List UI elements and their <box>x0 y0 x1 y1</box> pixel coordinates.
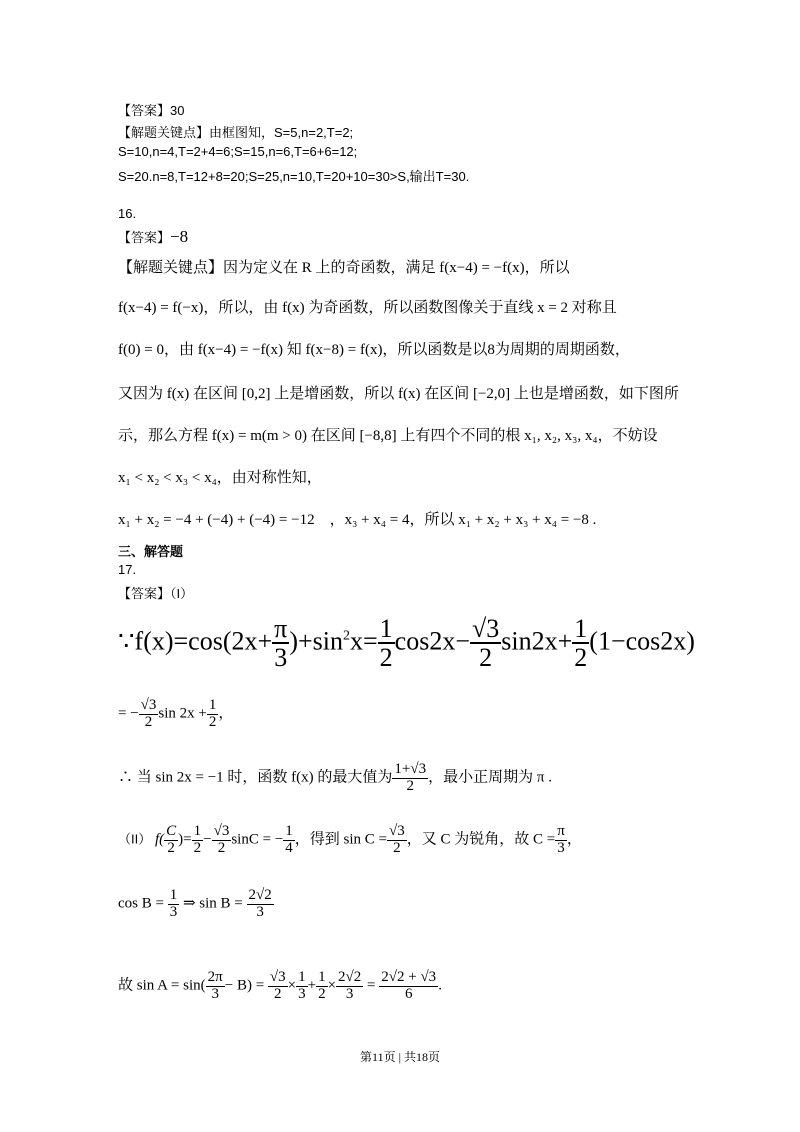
q17-cosB <box>118 888 274 921</box>
p2-end: ， <box>566 831 582 848</box>
p2-half-num: 1 <box>193 823 202 839</box>
q16-answer-label: 【答案】 <box>118 230 171 245</box>
q16-key-label: 【解题关键点】 <box>118 260 224 276</box>
eq1-half-den: 2 <box>379 643 393 673</box>
eq1-sin2x: sin2x+ <box>501 626 573 656</box>
p2-C-den: 3 <box>557 839 565 856</box>
sinA-frac-2pi3 <box>206 970 225 1003</box>
sinA-third-num: 1 <box>298 969 306 985</box>
q16-answer <box>118 227 188 247</box>
eq2-eq: = − <box>118 705 139 722</box>
sinA-2pi-num: 2π <box>207 969 223 985</box>
eq2-end: ， <box>218 705 234 722</box>
p2-acute: ，又 C 为锐角，故 C = <box>406 831 556 848</box>
q15-key-line1 <box>118 122 353 141</box>
sinA-frac-root3 <box>268 970 288 1003</box>
eq2-half-num: 1 <box>208 697 217 713</box>
p2-get: ，得到 sin C = <box>294 831 388 848</box>
sinA-frac-2r2 <box>336 970 363 1003</box>
eq2-frac-half <box>207 698 219 731</box>
q17-part2 <box>118 824 582 857</box>
cosB-frac <box>168 888 180 921</box>
eq1-mid: )+sin <box>289 626 343 656</box>
sinA-final-den: 6 <box>404 985 413 1002</box>
p2-f: f( <box>154 831 165 848</box>
sinA-r3-den: 2 <box>274 985 282 1002</box>
cosB-imp: ⇒ sin B = <box>182 895 243 912</box>
q15-key-label: 【解题关键点】 <box>118 125 210 140</box>
sinA-2pi-den: 3 <box>211 985 219 1002</box>
eq1-tail: (1−cos2x) <box>589 626 695 656</box>
q16-line7: x₁ + x₂ = −4 + (−4) + (−4) = −12 ，x₃ + x₄ = 4，所以 x₁ + x₂ + x₃ + x₄ = −8 . <box>118 512 597 528</box>
page-footer: 第11页 | 共18页 <box>360 1050 440 1064</box>
p2-frac-c2 <box>164 824 178 857</box>
p2-C-num: π <box>557 823 565 839</box>
sinA-final <box>379 970 438 1003</box>
q16-line6: x₁ < x₂ < x₃ < x₄，由对称性知， <box>118 470 322 486</box>
sinA-times2: × <box>327 977 337 994</box>
q17-eq1 <box>118 615 695 672</box>
max-den: 2 <box>406 777 415 794</box>
eq1-x: x= <box>349 626 378 656</box>
sinB-frac <box>247 888 274 921</box>
eq1-half-b-num: 1 <box>574 614 588 643</box>
p2-frac-sinC <box>387 824 407 857</box>
eq2-root3-den: 2 <box>144 713 153 730</box>
p2-frac-quarter <box>283 824 295 857</box>
cosB-den: 3 <box>169 903 178 920</box>
q16-number: 16. <box>118 206 137 221</box>
q17-answer-label: 【答案】（I） <box>118 586 194 601</box>
p2-sinC-num: √3 <box>389 823 405 839</box>
sinA-half-den: 2 <box>318 985 326 1002</box>
eq1-three: 3 <box>274 643 288 673</box>
q16-line2: f(x−4) = f(−x)，所以，由 f(x) 为奇函数，所以函数图像关于直线 x = 2 对称且 <box>118 300 617 316</box>
q16-line1 <box>118 256 570 277</box>
max-frac <box>392 762 428 795</box>
p2-half-den: 2 <box>193 839 202 856</box>
q16-answer-value: −8 <box>170 227 189 246</box>
q15-line2: S=10,n=4,T=2+4=6;S=15,n=6,T=6+6=12; <box>118 144 358 159</box>
eq1-frac-pi3 <box>272 615 289 672</box>
q17-max-line <box>118 762 552 795</box>
p2-close: )= <box>178 831 192 848</box>
eq2-half-den: 2 <box>208 713 217 730</box>
p2-root3-den: 2 <box>217 839 226 856</box>
p2-frac-half <box>192 824 204 857</box>
max-line-a: ∴ 当 sin 2x = −1 时，函数 f(x) 的最大值为 <box>118 769 393 786</box>
eq1-pi: π <box>274 614 288 643</box>
sinA-final-num: 2√2 + √3 <box>381 969 437 985</box>
part2-label: （II） <box>118 831 152 847</box>
eq1-half-b-den: 2 <box>574 643 588 673</box>
q15-key-text: 由框图知，S=5,n=2,T=2; <box>209 125 354 140</box>
sinB-den: 3 <box>256 903 264 920</box>
q17-sinA <box>118 970 442 1003</box>
eq2-root3-num: √3 <box>140 697 157 713</box>
cosB: cos B = <box>118 895 164 912</box>
sinA-frac-third <box>296 970 308 1003</box>
eq1-lead: ∵f(x)=cos(2x+ <box>118 626 273 656</box>
p2-quarter-num: 1 <box>285 823 293 839</box>
q16-line5: 示，那么方程 f(x) = m(m > 0) 在区间 [−8,8] 上有四个不同的根 x₁, x₂, x₃, x₄，不妨设 <box>118 428 658 444</box>
q17-number: 17. <box>118 562 137 577</box>
p2-root3-num: √3 <box>213 823 230 839</box>
q17-eq2 <box>118 698 233 731</box>
q16-line3: f(0) = 0，由 f(x−4) = −f(x) 知 f(x−8) = f(x)，所以函数是以8为周期的周期函数， <box>118 342 630 358</box>
sinA-half-num: 1 <box>318 969 326 985</box>
p2-minus: − <box>203 831 212 848</box>
q15-answer: 【答案】30 <box>118 103 185 118</box>
eq1-root3-num: √3 <box>471 614 500 643</box>
sinB-num: 2√2 <box>248 887 272 903</box>
sinA-third-den: 3 <box>298 985 306 1002</box>
max-line-b: ，最小正周期为 π . <box>428 769 552 786</box>
sinA-so: 故 sin A = sin( <box>118 977 206 994</box>
eq1-half-num: 1 <box>379 614 393 643</box>
p2-frac-C <box>555 824 567 857</box>
q16-line4: 又因为 f(x) 在区间 [0,2] 上是增函数，所以 f(x) 在区间 [−2,0] 上也是增函数，如下图所 <box>118 386 679 402</box>
eq2-tail: sin 2x + <box>158 705 207 722</box>
max-num: 1+√3 <box>394 761 427 777</box>
p2-quarter-den: 4 <box>285 839 293 856</box>
eq1-frac-half-a <box>378 615 395 672</box>
p2-sinC-den: 2 <box>393 839 401 856</box>
sinA-2r2-num: 2√2 <box>338 969 362 985</box>
q16-line1-text: 因为定义在 R 上的奇函数，满足 f(x−4) = −f(x)，所以 <box>223 260 570 276</box>
eq1-sq: 2 <box>342 628 350 644</box>
sinA-dot: . <box>438 977 442 994</box>
sinA-r3-num: √3 <box>269 969 286 985</box>
sinA-eq: = <box>367 977 376 994</box>
sinA-frac-half <box>316 970 328 1003</box>
eq1-cos2x: cos2x− <box>394 626 470 656</box>
eq2-frac-root3 <box>139 698 159 731</box>
p2-c-num: C <box>166 823 177 839</box>
cosB-num: 1 <box>169 887 178 903</box>
q15-line3: S=20.n=8,T=12+8=20;S=25,n=10,T=20+10=30>S,输出T=30. <box>118 169 470 184</box>
p2-frac-root3 <box>212 824 232 857</box>
eq1-root3-den: 2 <box>479 643 493 673</box>
eq1-frac-root3 <box>470 615 501 672</box>
sinA-times1: × <box>287 977 297 994</box>
p2-sinC: sinC = − <box>231 831 284 848</box>
sinA-2r2-den: 3 <box>345 985 354 1002</box>
sinA-plus: + <box>307 977 317 994</box>
sinA-minusB: − B) = <box>224 977 265 994</box>
eq1-frac-half-b <box>572 615 589 672</box>
p2-c-den: 2 <box>167 839 175 856</box>
section-title: 三、解答题 <box>118 544 184 559</box>
